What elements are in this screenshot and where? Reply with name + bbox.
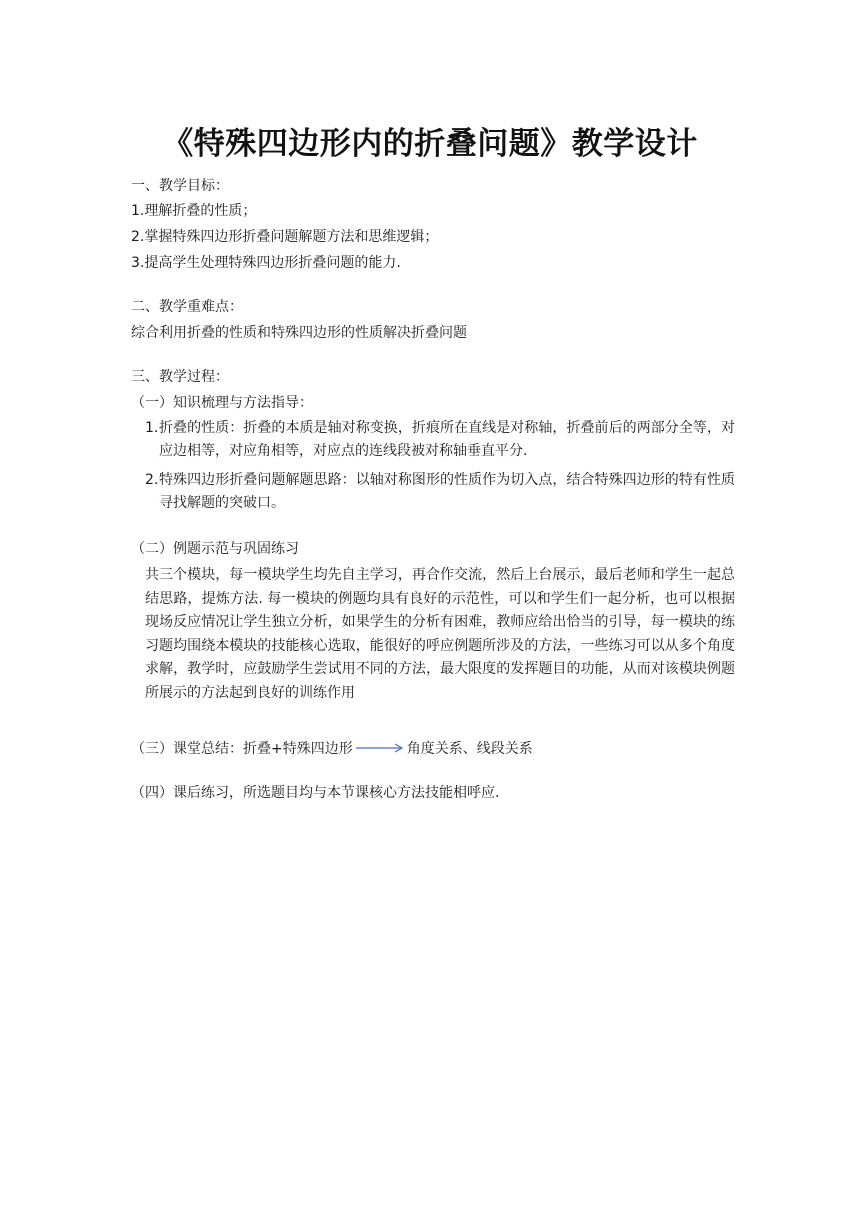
part1-heading: （一）知识梳理与方法指导： (131, 395, 313, 411)
part3-prefix: （三）课堂总结：折叠+特殊四边形 (131, 741, 353, 757)
section3-heading: 三、教学过程： (131, 369, 229, 385)
section2-heading: 二、教学重难点： (131, 299, 243, 315)
part1-item-2-text: 特殊四边形折叠问题解题思路：以轴对称图形的性质作为切入点，结合特殊四边形的特有性质寻找解题的突破口。 (159, 472, 735, 511)
goal-item-1: 1.理解折叠的性质； (131, 203, 257, 219)
section1-heading: 一、教学目标： (131, 178, 229, 194)
part4-text: （四）课后练习，所选题目均与本节课核心方法技能相呼应. (131, 785, 500, 801)
part1-item-2-number: 2. (145, 472, 159, 488)
part3-suffix: 角度关系、线段关系 (406, 741, 533, 757)
goal-item-2: 2.掌握特殊四边形折叠问题解题方法和思维逻辑； (131, 229, 439, 245)
part2-paragraph: 共三个模块，每一模块学生均先自主学习，再合作交流，然后上台展示，最后老师和学生一起总结思路，提炼方法. 每一模块的例题均具有良好的示范性，可以和学生们一起分析，也可以根据现场反应情况让学生独立分析，如果学生的分析有困难，教师应给出恰当的引导，每一模块的练习题均围绕本模块的技能核心选取，能很好的呼应例题所涉及的方法，一些练习可以从多个角度求解，教学时，应鼓励学生尝试用不同的方法，最大限度的发挥题目的功能，从而对该模块例题所展示的方法起到良好的训练作用 (145, 567, 735, 701)
part3-summary (131, 739, 533, 759)
part2-heading: （二）例题示范与巩固练习 (131, 541, 299, 557)
part1-item-1-text: 折叠的性质：折叠的本质是轴对称变换，折痕所在直线是对称轴，折叠前后的两部分全等，对应边相等，对应角相等，对应点的连线段被对称轴垂直平分. (159, 420, 735, 459)
document-title: 《特殊四边形内的折叠问题》教学设计 (162, 126, 698, 162)
right-arrow-icon (355, 742, 405, 754)
part1-item-1-number: 1. (145, 420, 159, 436)
goal-item-3: 3.提高学生处理特殊四边形折叠问题的能力. (131, 255, 401, 271)
section2-text: 综合利用折叠的性质和特殊四边形的性质解决折叠问题 (131, 325, 467, 341)
part1-item-1 (145, 417, 735, 463)
part1-item-2 (145, 469, 735, 515)
